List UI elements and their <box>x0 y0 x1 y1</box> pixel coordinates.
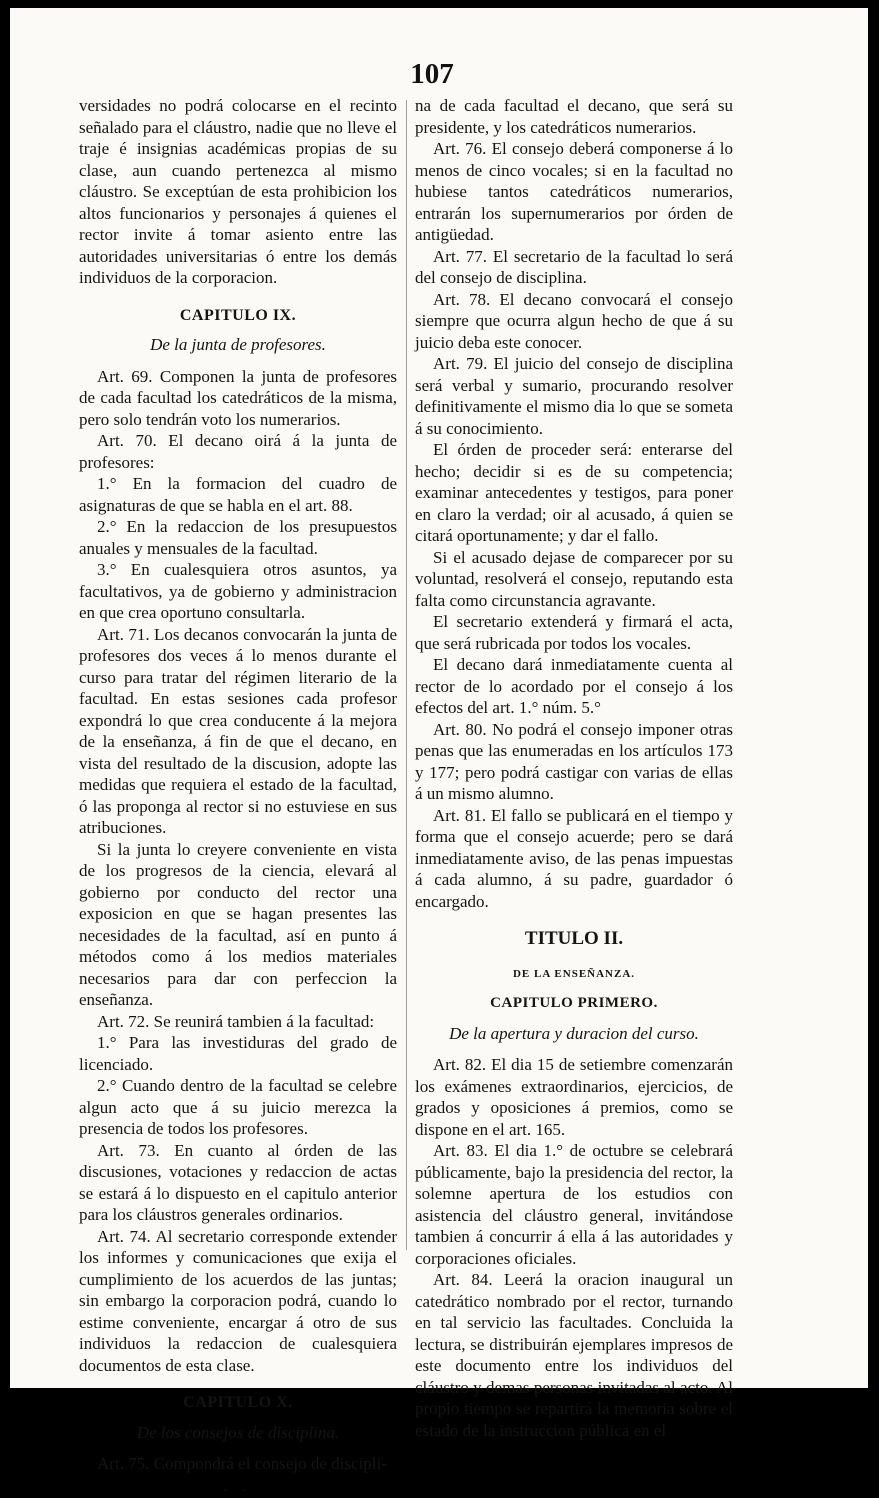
title-heading: TITULO II. <box>415 928 733 950</box>
article-70: Art. 70. El decano oirá á la junta de profesores: <box>79 430 397 473</box>
left-column <box>79 95 397 1498</box>
paragraph-continuation: versidades no podrá colocarse en el recinto señalado para el cláustro, nadie que no lleve el traje é insignias académicas propias de su clase, aun cuando pertenezca al mismo cláustro. Se exceptúan de esta prohibicion los altos funcionarios y personajes á quienes el rector invite á tomar asiento entre las autoridades universitarias ó entre los demás individuos de la corporacion. <box>79 95 397 289</box>
right-column <box>415 95 733 1441</box>
article-72-item-1: 1.° Para las investiduras del grado de licenciado. <box>79 1032 397 1075</box>
article-75: Art. 75. Compondrá el consejo de discipli- <box>79 1453 397 1475</box>
article-81: Art. 81. El fallo se publicará en el tiempo y forma que el consejo acuerde; pero se dará inmediatamente aviso, de las penas impuestas á cada alumno, á su padre, guardador ó encargado. <box>415 805 733 913</box>
article-70-item-1: 1.° En la formacion del cuadro de asignaturas de que se habla en el art. 88. <box>79 473 397 516</box>
chapter-heading: CAPITULO IX. <box>79 305 397 327</box>
chapter-subtitle: De la junta de profesores. <box>79 334 397 356</box>
article-80: Art. 80. No podrá el consejo imponer otras penas que las enumeradas en los artículos 173 y 177; pero podrá castigar con varias de ellas á un mismo alumno. <box>415 719 733 805</box>
document-page <box>10 8 868 1388</box>
article-76: Art. 76. El consejo deberá componerse á lo menos de cinco vocales; si en la facultad no hubiese tantos catedráticos numerarios, entrarán los supernumerarios por órden de antigüedad. <box>415 138 733 246</box>
article-70-item-3: 3.° En cualesquiera otros asuntos, ya facultativos, ya de gobierno y administracion en que crea oportuno consultarla. <box>79 559 397 624</box>
section-heading: DE LA ENSEÑANZA. <box>415 964 733 986</box>
article-78: Art. 78. El decano convocará el consejo siempre que ocurra algun hecho de que á su juicio deba este conocer. <box>415 289 733 354</box>
chapter-heading: CAPITULO PRIMERO. <box>415 993 733 1015</box>
article-79: Art. 79. El juicio del consejo de disciplina será verbal y sumario, procurando resolver definitivamente el mismo dia lo que se someta á su conocimiento. <box>415 353 733 439</box>
article-79-paragraph-3: Si el acusado dejase de comparecer por su voluntad, resolverá el consejo, reputando esta falta como circunstancia agravante. <box>415 547 733 612</box>
column-divider <box>406 100 407 1250</box>
article-70-item-2: 2.° En la redaccion de los presupuestos anuales y mensuales de la facultad. <box>79 516 397 559</box>
article-83: Art. 83. El dia 1.° de octubre se celebrará públicamente, bajo la presidencia del rector, la solemne apertura de los estudios con asistencia del cláustro general, invitándose tambien á concurrir á ella á las autoridades y corporaciones oficiales. <box>415 1140 733 1269</box>
article-72: Art. 72. Se reunirá tambien á la facultad: <box>79 1011 397 1033</box>
chapter-heading: CAPITULO X. <box>79 1392 397 1414</box>
article-71: Art. 71. Los decanos convocarán la junta de profesores dos veces á lo menos durante el curso para tratar del régimen literario de la facultad. En estas sesiones cada profesor expondrá lo que crea conducente á la mejora de la enseñanza, á fin de que el decano, en vista del resultado de la discusion, adopte las medidas que requiera el estado de la facultad, ó las proponga al rector si no estuviese en sus atribuciones. <box>79 624 397 839</box>
article-84: Art. 84. Leerá la oracion inaugural un catedrático nombrado por el rector, turnando en tal servicio las facultades. Concluida la lectura, se distribuirán ejemplares impresos de este documento entre los individuos del cláustro y demas personas invitadas al acto. Al propio tiempo se repartirá la memoria sobre el estado de la instruccion pública en el <box>415 1269 733 1441</box>
chapter-subtitle: De la apertura y duracion del curso. <box>415 1023 733 1045</box>
article-79-paragraph-4: El secretario extenderá y firmará el acta, que será rubricada por todos los vocales. <box>415 611 733 654</box>
paragraph-continuation: na de cada facultad el decano, que será su presidente, y los catedráticos numerarios. <box>415 95 733 138</box>
catchword-dots: . . <box>79 1477 397 1498</box>
article-79-paragraph-2: El órden de proceder será: enterarse del hecho; decidir si es de su competencia; examinar antecedentes y testigos, para poner en claro la verdad; oir al acusado, á quien se citará oportunamente; y dar el fallo. <box>415 439 733 547</box>
article-79-paragraph-5: El decano dará inmediatamente cuenta al rector de lo acordado por el consejo á los efectos del art. 1.° núm. 5.° <box>415 654 733 719</box>
page-number: 107 <box>402 58 462 91</box>
article-71-paragraph-2: Si la junta lo creyere conveniente en vista de los progresos de la ciencia, elevará al gobierno por conducto del rector una exposicion en que se hagan presentes las necesidades de la facultad, así en punto á métodos como á los medios materiales necesarios para dar con perfeccion la enseñanza. <box>79 839 397 1011</box>
chapter-subtitle: De los consejos de disciplina. <box>79 1422 397 1444</box>
article-72-item-2: 2.° Cuando dentro de la facultad se celebre algun acto que á su juicio merezca la presencia de todos los profesores. <box>79 1075 397 1140</box>
article-74: Art. 74. Al secretario corresponde extender los informes y comunicaciones que exija el cumplimiento de los acuerdos de las juntas; sin embargo la corporacion podrá, cuando lo estime conveniente, encargar á otro de sus individuos la redaccion de cualesquiera documentos de esta clase. <box>79 1226 397 1377</box>
article-69: Art. 69. Componen la junta de profesores de cada facultad los catedráticos de la misma, pero solo tendrán voto los numerarios. <box>79 366 397 431</box>
article-82: Art. 82. El dia 15 de setiembre comenzarán los exámenes extraordinarios, ejercicios, de grados y oposiciones á premios, como se dispone en el art. 165. <box>415 1054 733 1140</box>
article-77: Art. 77. El secretario de la facultad lo será del consejo de disciplina. <box>415 246 733 289</box>
article-73: Art. 73. En cuanto al órden de las discusiones, votaciones y redaccion de actas se estará á lo dispuesto en el capitulo anterior para los cláustros generales ordinarios. <box>79 1140 397 1226</box>
